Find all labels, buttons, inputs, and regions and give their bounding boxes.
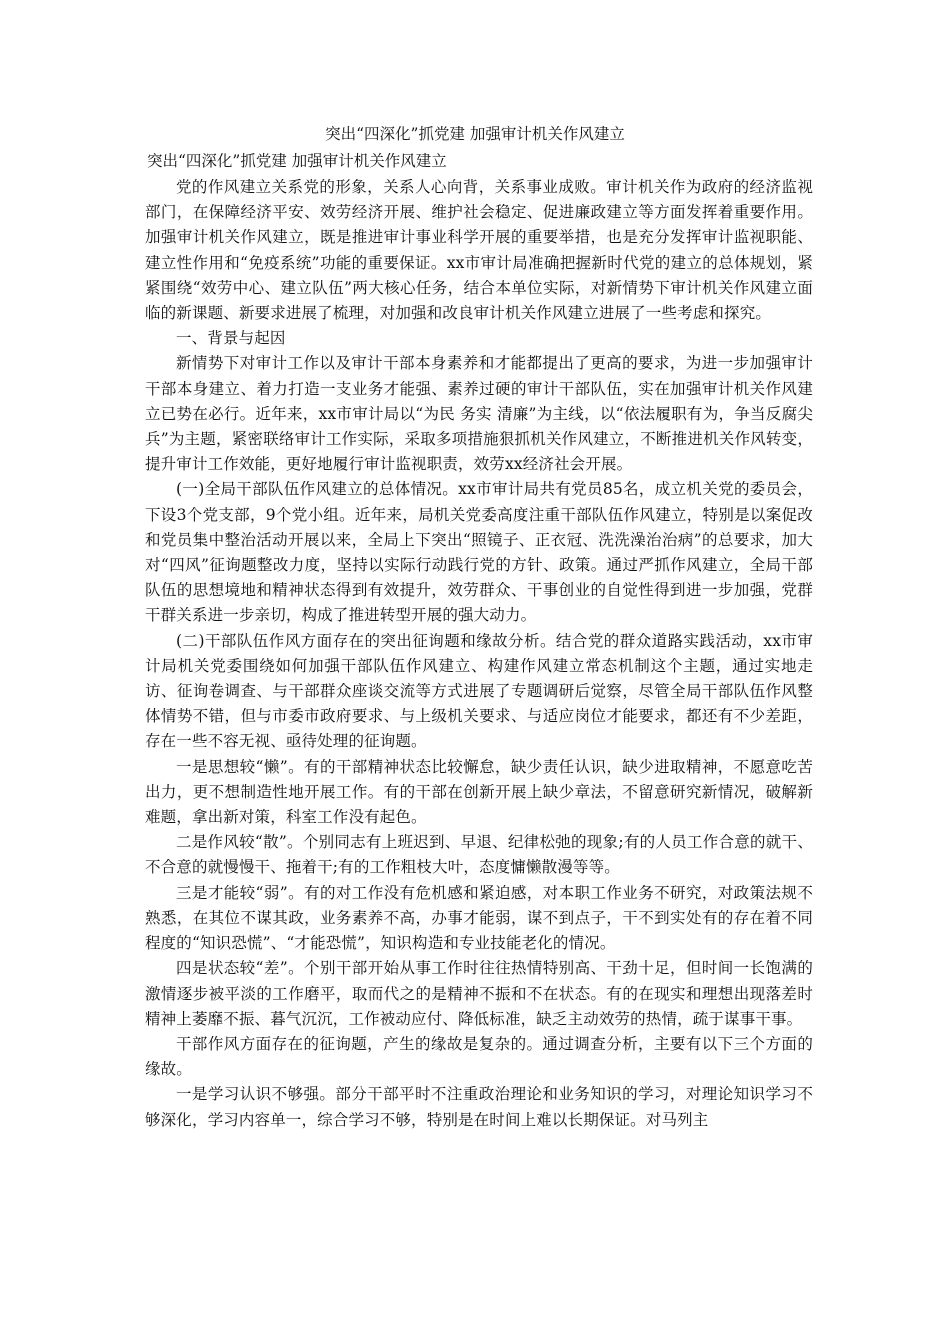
document-subtitle: 突出“四深化”抓党建 加强审计机关作风建立 [147,152,447,170]
section-heading-background: 一、背景与起因 [176,329,286,348]
paragraph-problems-analysis: (二)干部队伍作风方面存在的突出征询题和缘故分析。结合党的群众道路实践活动，xx市审计局机关党委围绕如何加强干部队伍作风建立、构建作风建立常态机制这个主题，通过实地走访、征询卷调查、与干部群众座谈交流等方式进展了专题调研后觉察，尽管全局干部队伍作风整体情势不错，但与市委市政府要求、与上级机关要求、与适应岗位才能要求，都还有不少差距，存在一些不容无视、亟待处理的征询题。 [145,631,813,751]
document-body [145,150,813,1133]
paragraph-overall-situation: (一)全局干部队伍作风建立的总体情况。xx市审计局共有党员85名，成立机关党的委员会，下设3个党支部，9个党小组。近年来，局机关党委高度注重干部队伍作风建立，特别是以案促改和党员集中整治活动开展以来，全局上下突出“照镜子、正衣冠、洗洗澡治治病”的总要求，加大对“四风”征询题整改力度，坚持以实际行动践行党的方针、政策。通过严抓作风建立，全局干部队伍的思想境地和精神状态得到有效提升，效劳群众、干事创业的自觉性得到进一步加强，党群干群关系进一步亲切，构成了推进转型开展的强大动力。 [145,480,813,625]
paragraph-cause-learning: 一是学习认识不够强。部分干部平时不注重政治理论和业务知识的学习，对理论知识学习不够深化，学习内容单一，综合学习不够，特别是在时间上难以长期保证。对马列主 [145,1085,813,1129]
paragraph-problem-loose: 二是作风较“散”。个别同志有上班迟到、早退、纪律松弛的现象;有的人员工作合意的就干、不合意的就慢慢干、拖着干;有的工作粗枝大叶，态度慵懒散漫等等。 [145,833,813,877]
paragraph-problem-weak: 三是才能较“弱”。有的对工作没有危机感和紧迫感，对本职工作业务不研究，对政策法规不熟悉，在其位不谋其政，业务素养不高，办事才能弱，谋不到点子，干不到实处有的存在着不同程度的“知识恐慌”、“才能恐慌”，知识构造和专业技能老化的情况。 [145,883,813,953]
document-title: 突出“四深化”抓党建 加强审计机关作风建立 [325,125,625,143]
paragraph-problem-lazy: 一是思想较“懒”。有的干部精神状态比较懈怠，缺少责任认识，缺少进取精神，不愿意吃苦出力，更不想制造性地开展工作。有的干部在创新开展上缺少章法，不留意研究新情况，破解新难题，拿出新对策，科室工作没有起色。 [145,757,813,827]
paragraph-problem-poor-state: 四是状态较“差”。个别干部开始从事工作时往往热情特别高、干劲十足，但时间一长饱满的激情逐步被平淡的工作磨平，取而代之的是精神不振和不在状态。有的在现实和理想出现落差时精神上萎靡不振、暮气沉沉，工作被动应付、降低标准，缺乏主动效劳的热情，疏于谋事干事。 [145,959,813,1028]
paragraph-causes-intro: 干部作风方面存在的征询题，产生的缘故是复杂的。通过调查分析，主要有以下三个方面的缘故。 [145,1034,813,1079]
paragraph-intro: 党的作风建立关系党的形象，关系人心向背，关系事业成败。审计机关作为政府的经济监视部门，在保障经济平安、效劳经济开展、维护社会稳定、促进廉政建立等方面发挥着重要作用。加强审计机关作风建立，既是推进审计事业科学开展的重要举措，也是充分发挥审计监视职能、建立性作用和“免疫系统”功能的重要保证。xx市审计局准确把握新时代党的建立的总体规划，紧紧围绕“效劳中心、建立队伍”两大核心任务，结合本单位实际，对新情势下审计机关作风建立面临的新课题、新要求进展了梳理，对加强和改良审计机关作风建立进展了一些考虑和探究。 [145,178,813,323]
paragraph-background: 新情势下对审计工作以及审计干部本身素养和才能都提出了更高的要求，为进一步加强审计干部本身建立、着力打造一支业务才能强、素养过硬的审计干部队伍，实在加强审计机关作风建立已势在必行。近年来，xx市审计局以“为民 务实 清廉”为主线，以“依法履职有为，争当反腐尖兵”为主题，紧密联络审计工作实际，采取多项措施狠抓机关作风建立，不断推进机关作风转变，提升审计工作效能，更好地履行审计监视职责，效劳xx经济社会开展。 [145,354,813,474]
